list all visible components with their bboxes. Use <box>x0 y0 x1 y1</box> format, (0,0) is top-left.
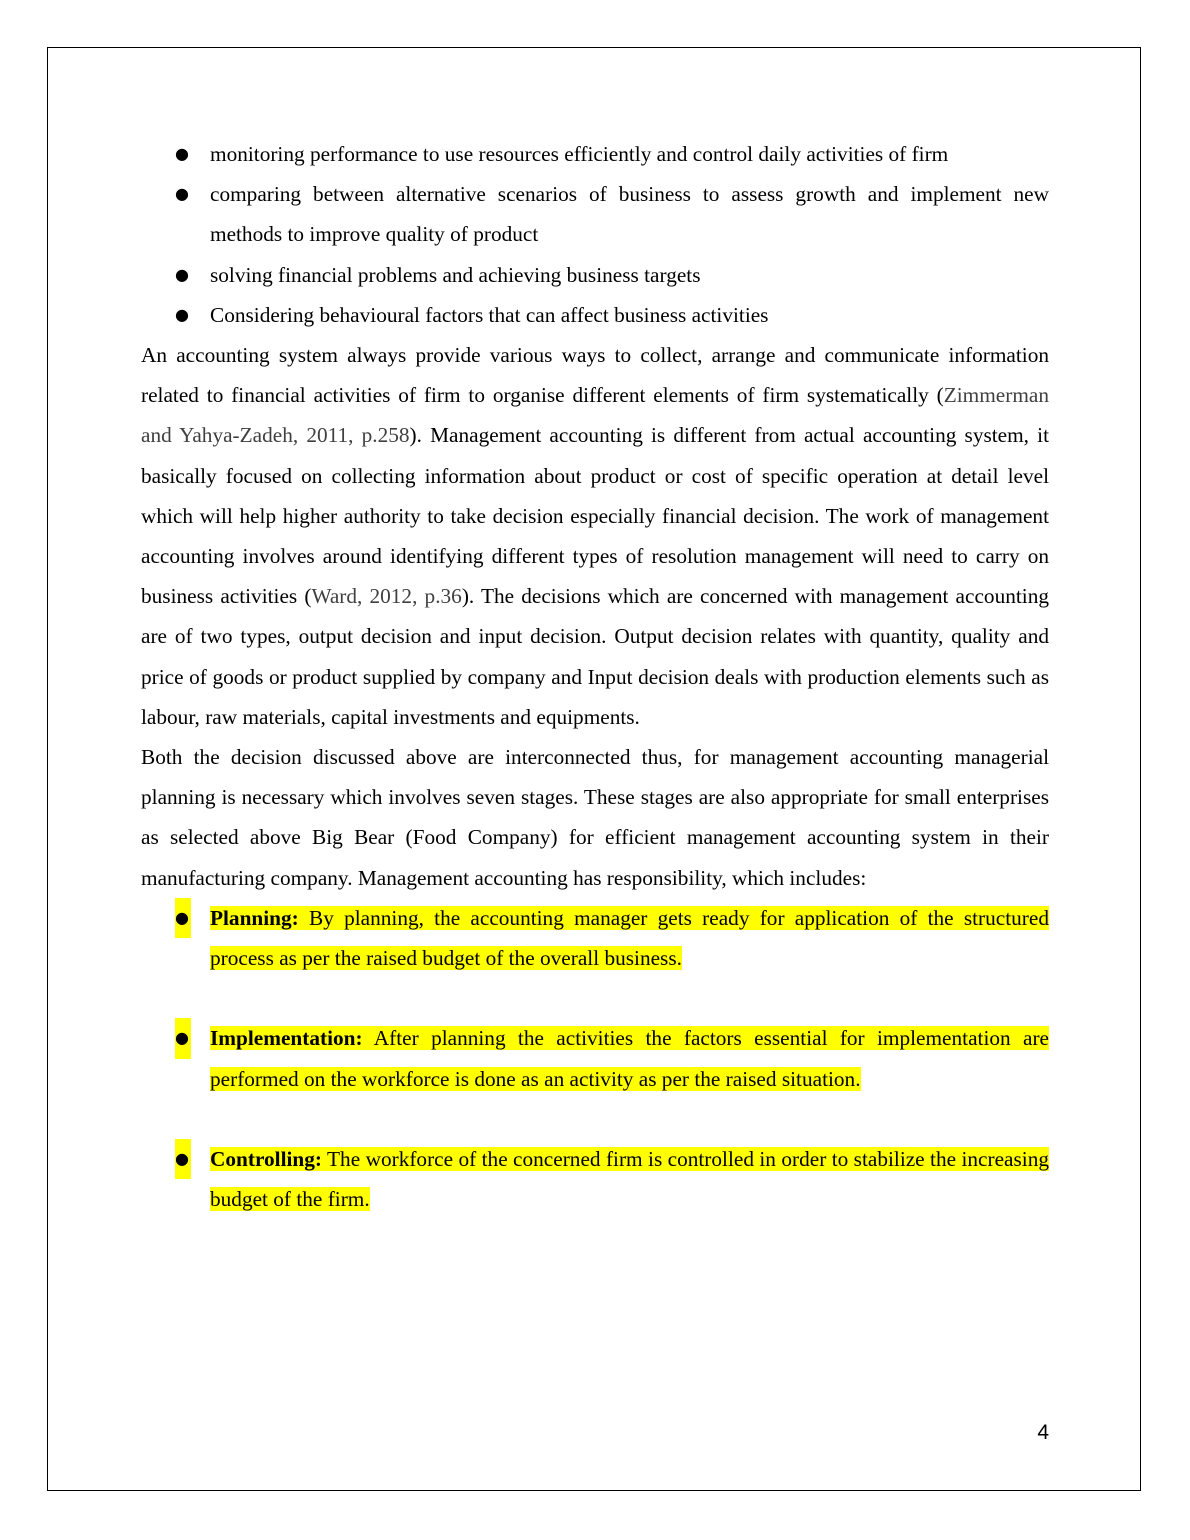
paragraph-text: ). Management accounting is different from actual accounting system, it basically focused on collecting information about product or cost of specific operation at detail level which will help higher authority to take decision especially financial decision. The work of management accounting involves around identifying different types of resolution management will need to carry on business activities ( <box>141 423 1049 609</box>
bullet-icon: ● <box>175 1139 191 1179</box>
document-body <box>141 134 1049 1219</box>
paragraph-accounting-system <box>141 335 1049 737</box>
list-item <box>141 174 1049 254</box>
responsibility-text: By planning, the accounting manager gets ready for application of the structured process as per the raised budget of the overall business. <box>210 905 1049 971</box>
paragraph-text: ). The decisions which are concerned with management accounting are of two types, output decision and input decision. Output decision relates with quantity, quality and price of goods or product supplied by company and Input decision deals with production elements such as labour, raw materials, capital investments and equipments. <box>141 584 1049 729</box>
bullet-icon: ● <box>175 304 189 324</box>
list-item <box>141 134 1049 174</box>
list-item-text: comparing between alternative scenarios of business to assess growth and implement new methods to improve quality of product <box>210 182 1049 247</box>
paragraph-decisions: Both the decision discussed above are interconnected thus, for management accounting managerial planning is necessary which involves seven stages. These stages are also appropriate for small enterprises as selected above Big Bear (Food Company) for efficient management accounting system in their manufacturing company. Management accounting has responsibility, which includes: <box>141 745 1049 890</box>
citation: Zimmerman and Yahya-Zadeh, 2011, p.258 <box>141 383 1049 448</box>
responsibility-list <box>141 898 1049 1220</box>
responsibility-controlling <box>141 1139 1049 1219</box>
list-item <box>141 255 1049 295</box>
bullet-icon: ● <box>175 144 189 163</box>
bullet-icon: ● <box>175 184 189 204</box>
bullet-icon: ● <box>175 264 189 284</box>
responsibility-planning <box>141 898 1049 978</box>
top-bullet-list <box>141 134 1049 335</box>
list-item-text: solving financial problems and achieving business targets <box>210 262 701 287</box>
list-item-text: Considering behavioural factors that can affect business activities <box>210 302 769 327</box>
page-number: 4 <box>1037 1421 1049 1444</box>
list-item <box>141 295 1049 335</box>
responsibility-term: Controlling: <box>210 1147 323 1172</box>
responsibility-text: The workforce of the concerned firm is controlled in order to stabilize the increasing budget of the firm. <box>210 1147 1049 1212</box>
citation: Ward, 2012, p.36 <box>311 584 462 609</box>
bullet-icon: ● <box>175 898 191 938</box>
responsibility-text: After planning the activities the factors essential for implementation are performed on the workforce is done as an activity as per the raised situation. <box>210 1026 1049 1091</box>
responsibility-term: Planning: <box>210 905 299 930</box>
list-item-text: monitoring performance to use resources efficiently and control daily activities of firm <box>210 142 949 166</box>
bullet-icon: ● <box>175 1018 191 1058</box>
responsibility-implementation <box>141 1018 1049 1098</box>
responsibility-term: Implementation: <box>210 1026 363 1051</box>
paragraph-text: An accounting system always provide various ways to collect, arrange and communicate information related to financial activities of firm to organise different elements of firm systematically ( <box>141 343 1049 408</box>
